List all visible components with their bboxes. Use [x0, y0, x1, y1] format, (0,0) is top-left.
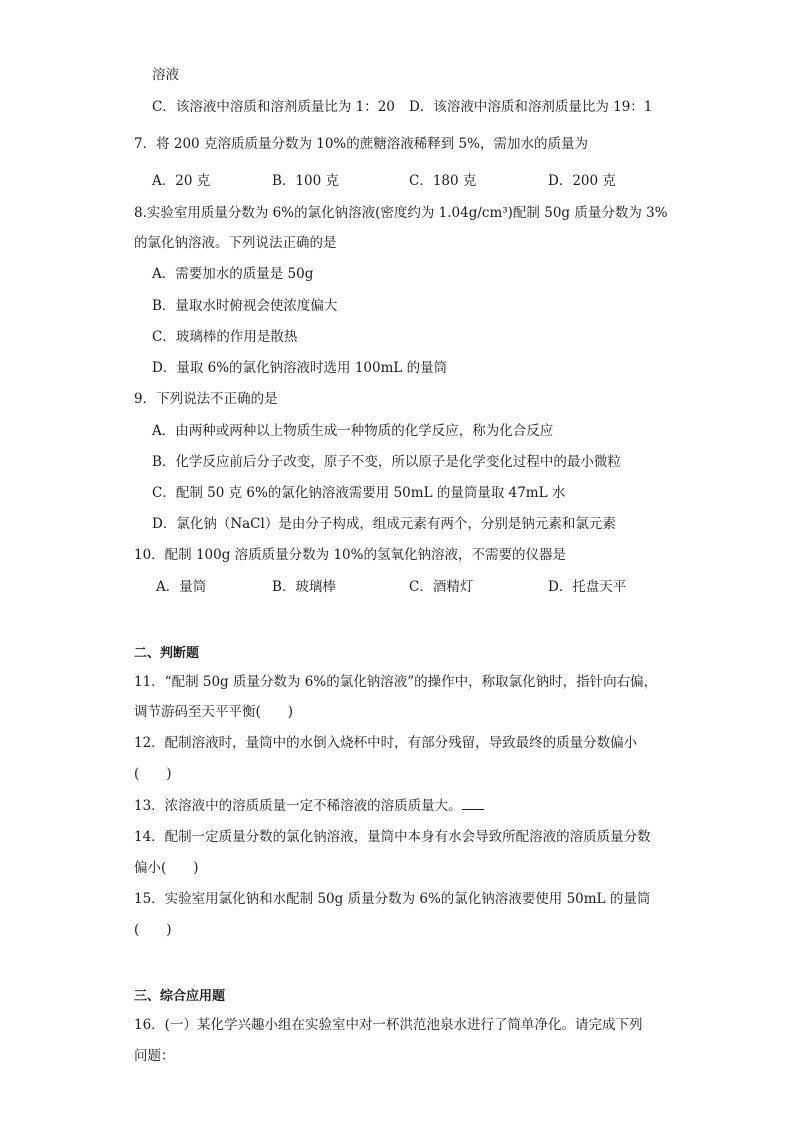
q8-stem-line2: 的氯化钠溶液。下列说法正确的是	[134, 235, 337, 251]
q7-stem: 7．将 200 克溶质质量分数为 10%的蔗糖溶液稀释到 5%，需加水的质量为	[134, 136, 588, 152]
q9-option-d: D．氯化钠（NaCl）是由分子构成，组成元素有两个，分别是钠元素和氯元素	[152, 516, 616, 532]
q11-line2: 调节游码至天平平衡( )	[134, 704, 294, 720]
q10-option-a: A．量筒	[156, 579, 207, 595]
q8-option-a: A．需要加水的质量是 50g	[152, 266, 314, 282]
q7-option-d: D．200 克	[548, 173, 616, 189]
q9-option-b: B．化学反应前后分子改变，原子不变，所以原子是化学变化过程中的最小微粒	[152, 454, 621, 470]
q16-line1: 16．(一）某化学兴趣小组在实验室中对一杯洪范池泉水进行了简单净化。请完成下列	[134, 1017, 643, 1033]
q11-line1: 11．“配制 50g 质量分数为 6%的氯化钠溶液”的操作中，称取氯化钠时，指针向右偏，	[134, 674, 658, 690]
q8-option-b: B．量取水时俯视会使浓度偏大	[152, 298, 338, 314]
q10-option-b: B．玻璃棒	[272, 579, 336, 595]
q8-option-c: C．玻璃棒的作用是散热	[152, 329, 298, 345]
q10-option-d: D．托盘天平	[548, 579, 627, 595]
q13-line	[134, 797, 484, 815]
q15-line2: ( )	[134, 922, 172, 938]
q13-text: 13．浓溶液中的溶质质量一定不稀溶液的溶质质量大。	[134, 798, 462, 814]
q9-stem: 9．下列说法不正确的是	[134, 391, 278, 407]
q9-option-a: A．由两种或两种以上物质生成一种物质的化学反应，称为化合反应	[152, 423, 554, 439]
section-heading-judgment: 二、判断题	[134, 646, 200, 661]
q16-line2: 问题：	[134, 1048, 175, 1064]
q13-answer-blank[interactable]	[462, 797, 484, 810]
q12-line2: ( )	[134, 766, 172, 782]
section-heading-application: 三、综合应用题	[134, 989, 226, 1004]
q8-option-d: D．量取 6%的氯化钠溶液时选用 100mL 的量筒	[152, 360, 448, 376]
q8-stem-line1: 8.实验室用质量分数为 6%的氯化钠溶液(密度约为 1.04g/cm³)配制 50g 质量分数为 3%	[134, 205, 668, 221]
q6-continuation: 溶液	[152, 67, 179, 83]
q7-option-a: A．20 克	[152, 173, 211, 189]
q7-option-b: B．100 克	[272, 173, 339, 189]
q14-line1: 14．配制一定质量分数的氯化钠溶液，量筒中本身有水会导致所配溶液的溶质质量分数	[134, 829, 651, 845]
q9-option-c: C．配制 50 克 6%的氯化钠溶液需要用 50mL 的量筒量取 47mL 水	[152, 485, 566, 501]
q15-line1: 15．实验室用氯化钠和水配制 50g 质量分数为 6%的氯化钠溶液要使用 50mL 的量筒	[134, 891, 651, 907]
q10-stem: 10．配制 100g 溶质质量分数为 10%的氢氧化钠溶液，不需要的仪器是	[134, 547, 566, 563]
q12-line1: 12．配制溶液时，量筒中的水倒入烧杯中时，有部分残留，导致最终的质量分数偏小	[134, 735, 638, 751]
q14-line2: 偏小( )	[134, 860, 199, 876]
q6-option-d: D．该溶液中溶质和溶剂质量比为 19：1	[409, 99, 653, 115]
q7-option-c: C．180 克	[409, 173, 477, 189]
q6-option-c: C．该溶液中溶质和溶剂质量比为 1：20	[152, 99, 395, 115]
q10-option-c: C．酒精灯	[409, 579, 474, 595]
